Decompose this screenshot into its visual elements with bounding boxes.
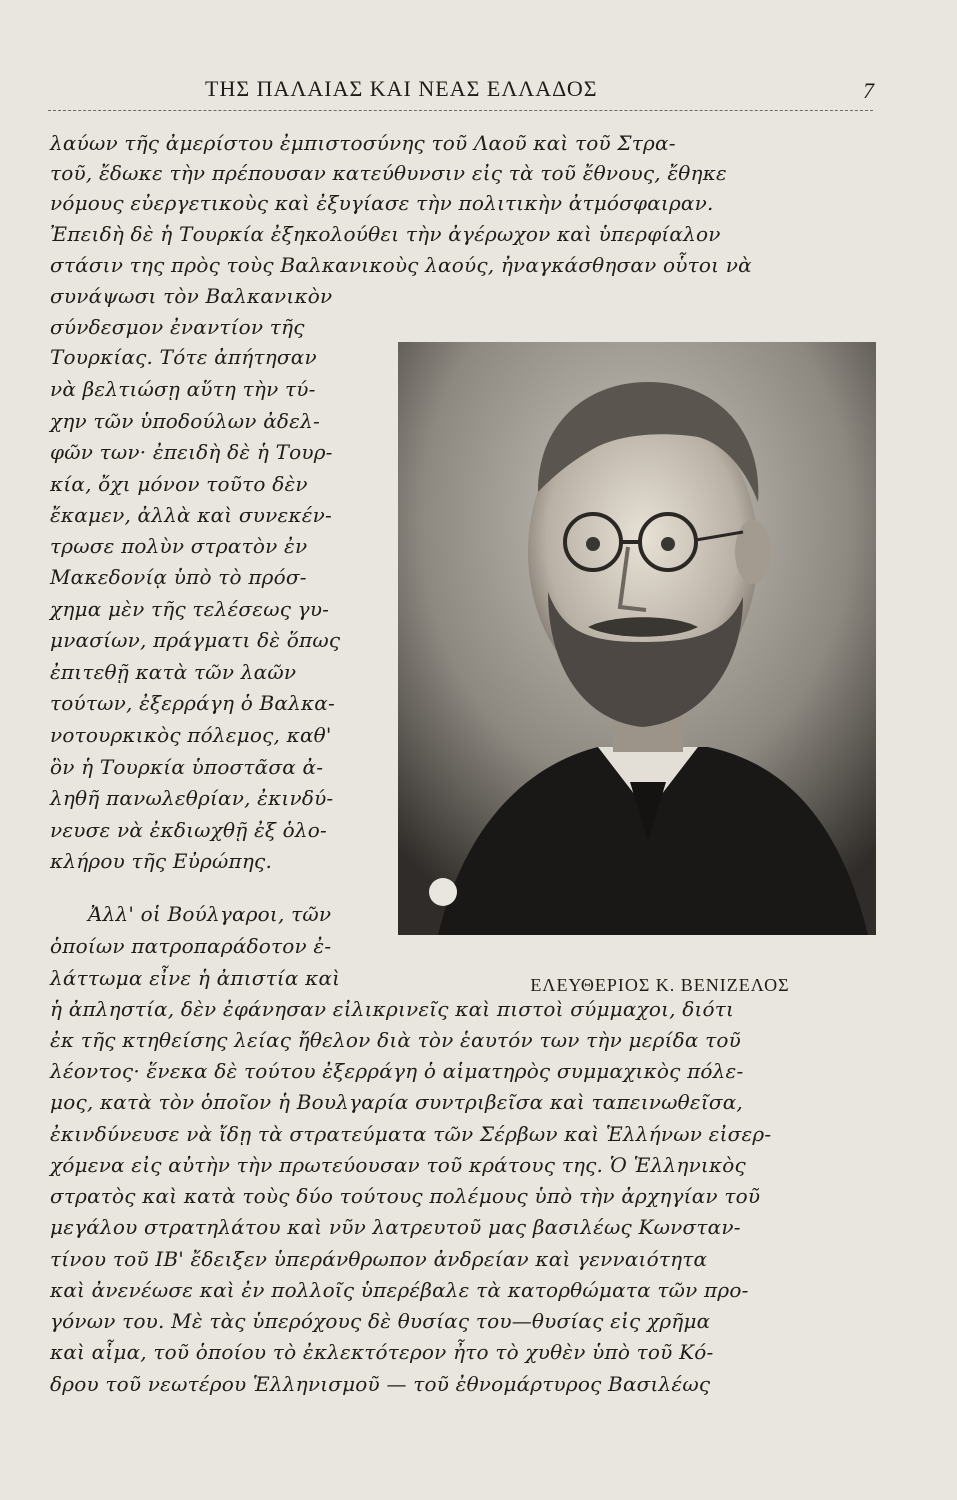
text-line-25: Ἀλλ' οἱ Βούλγαροι, τῶν [88,902,332,926]
text-line-24: κλήρου τῆς Εὐρώπης. [50,849,273,873]
text-line-7: σύνδεσμον ἐναντίον τῆς [50,315,305,339]
text-line-30: λέοντος· ἕνεκα δὲ τούτου ἐξερράγη ὁ αἱματηρὸς συμμαχικὸς πόλε- [50,1059,744,1083]
text-line-18: ἐπιτεθῇ κατὰ τῶν λαῶν [50,660,297,684]
text-line-9: νὰ βελτιώσῃ αὕτη τὴν τύ- [50,377,316,401]
running-title: ΤΗΣ ΠΑΛΑΙΑΣ ΚΑΙ ΝΕΑΣ ΕΛΛΑΔΟΣ [205,76,598,101]
text-line-28: ἡ ἀπληστία, δὲν ἐφάνησαν εἰλικρινεῖς καὶ πιστοὶ σύμμαχοι, διότι [50,997,735,1021]
text-line-26: ὁποίων πατροπαράδοτον ἐ- [50,934,332,958]
header-rule [48,110,873,111]
text-line-11: φῶν των· ἐπειδὴ δὲ ἡ Τουρ- [50,440,333,464]
text-line-20: νοτουρκικὸς πόλεμος, καθ' [50,723,332,747]
text-line-32: ἐκινδύνευσε νὰ ἴδῃ τὰ στρατεύματα τῶν Σέρβων καὶ Ἑλλήνων εἰσερ- [50,1122,772,1146]
portrait-caption: ΕΛΕΥΘΕΡΙΟΣ Κ. ΒΕΝΙΖΕΛΟΣ [530,975,790,995]
text-line-35: μεγάλου στρατηλάτου καὶ νῦν λατρευτοῦ μας βασιλέως Κωνσταν- [50,1215,741,1239]
text-line-8: Τουρκίας. Τότε ἀπήτησαν [50,345,317,369]
text-line-27: λάττωμα εἶνε ἡ ἀπιστία καὶ [50,966,341,990]
text-line-15: Μακεδονίᾳ ὑπὸ τὸ πρόσ- [50,565,307,589]
text-line-34: στρατὸς καὶ κατὰ τοὺς δύο τούτους πολέμους ὑπὸ τὴν ἀρχηγίαν τοῦ [50,1184,761,1208]
text-line-39: καὶ αἷμα, τοῦ ὁποίου τὸ ἐκλεκτότερον ἦτο τὸ χυθὲν ὑπὸ τοῦ Κό- [50,1340,714,1364]
text-line-37: καὶ ἀνενέωσε καὶ ἐν πολλοῖς ὑπερέβαλε τὰ κατορθώματα τῶν προ- [50,1278,749,1302]
text-line-22: ληθῆ πανωλεθρίαν, ἐκινδύ- [50,786,334,810]
text-line-31: μος, κατὰ τὸν ὁποῖον ἡ Βουλγαρία συντριβεῖσα καὶ ταπεινωθεῖσα, [50,1090,743,1114]
text-line-19: τούτων, ἐξερράγη ὁ Βαλκα- [50,691,335,715]
text-line-36: τίνου τοῦ ΙΒ' ἔδειξεν ὑπεράνθρωπον ἀνδρείαν καὶ γενναιότητα [50,1247,708,1271]
text-line-1: λαύων τῆς ἀμερίστου ἐμπιστοσύνης τοῦ Λαοῦ καὶ τοῦ Στρα- [50,131,676,155]
text-line-33: χόμενα εἰς αὐτὴν τὴν πρωτεύουσαν τοῦ κράτους της. Ὁ Ἑλληνικὸς [50,1153,746,1177]
text-line-40: δρου τοῦ νεωτέρου Ἑλληνισμοῦ — τοῦ ἐθνομάρτυρος Βασιλέως [50,1372,711,1396]
text-line-17: μνασίων, πράγματι δὲ ὅπως [50,628,341,652]
page-number: 7 [863,78,874,103]
portrait-photo [398,342,876,935]
text-line-13: ἔκαμεν, ἀλλὰ καὶ συνεκέν- [50,503,332,527]
text-line-3: νόμους εὐεργετικοὺς καὶ ἐξυγίασε τὴν πολιτικὴν ἀτμόσφαιραν. [50,191,714,215]
text-line-2: τοῦ, ἔδωκε τὴν πρέπουσαν κατεύθυνσιν εἰς τὰ τοῦ ἔθνους, ἔθηκε [50,161,727,185]
text-line-12: κία, ὄχι μόνον τοῦτο δὲν [50,472,308,496]
text-line-23: νευσε νὰ ἐκδιωχθῇ ἐξ ὁλο- [50,818,327,842]
text-line-38: γόνων του. Μὲ τὰς ὑπερόχους δὲ θυσίας του—θυσίας εἰς χρῆμα [50,1309,711,1333]
text-line-14: τρωσε πολὺν στρατὸν ἐν [50,534,308,558]
text-line-21: ὃν ἡ Τουρκία ὑποστᾶσα ἀ- [50,755,324,779]
text-line-10: χην τῶν ὑποδούλων ἀδελ- [50,409,320,433]
text-line-5: στάσιν της πρὸς τοὺς Βαλκανικοὺς λαούς, ἠναγκάσθησαν οὗτοι νὰ [50,253,752,277]
text-line-16: χημα μὲν τῆς τελέσεως γυ- [50,597,330,621]
text-line-4: Ἐπειδὴ δὲ ἡ Τουρκία ἐξηκολούθει τὴν ἀγέρωχον καὶ ὑπερφίαλον [50,222,721,246]
text-line-29: ἐκ τῆς κτηθείσης λείας ἤθελον διὰ τὸν ἑαυτόν των τὴν μερίδα τοῦ [50,1028,742,1052]
text-line-6: συνάψωσι τὸν Βαλκανικὸν [50,284,333,308]
